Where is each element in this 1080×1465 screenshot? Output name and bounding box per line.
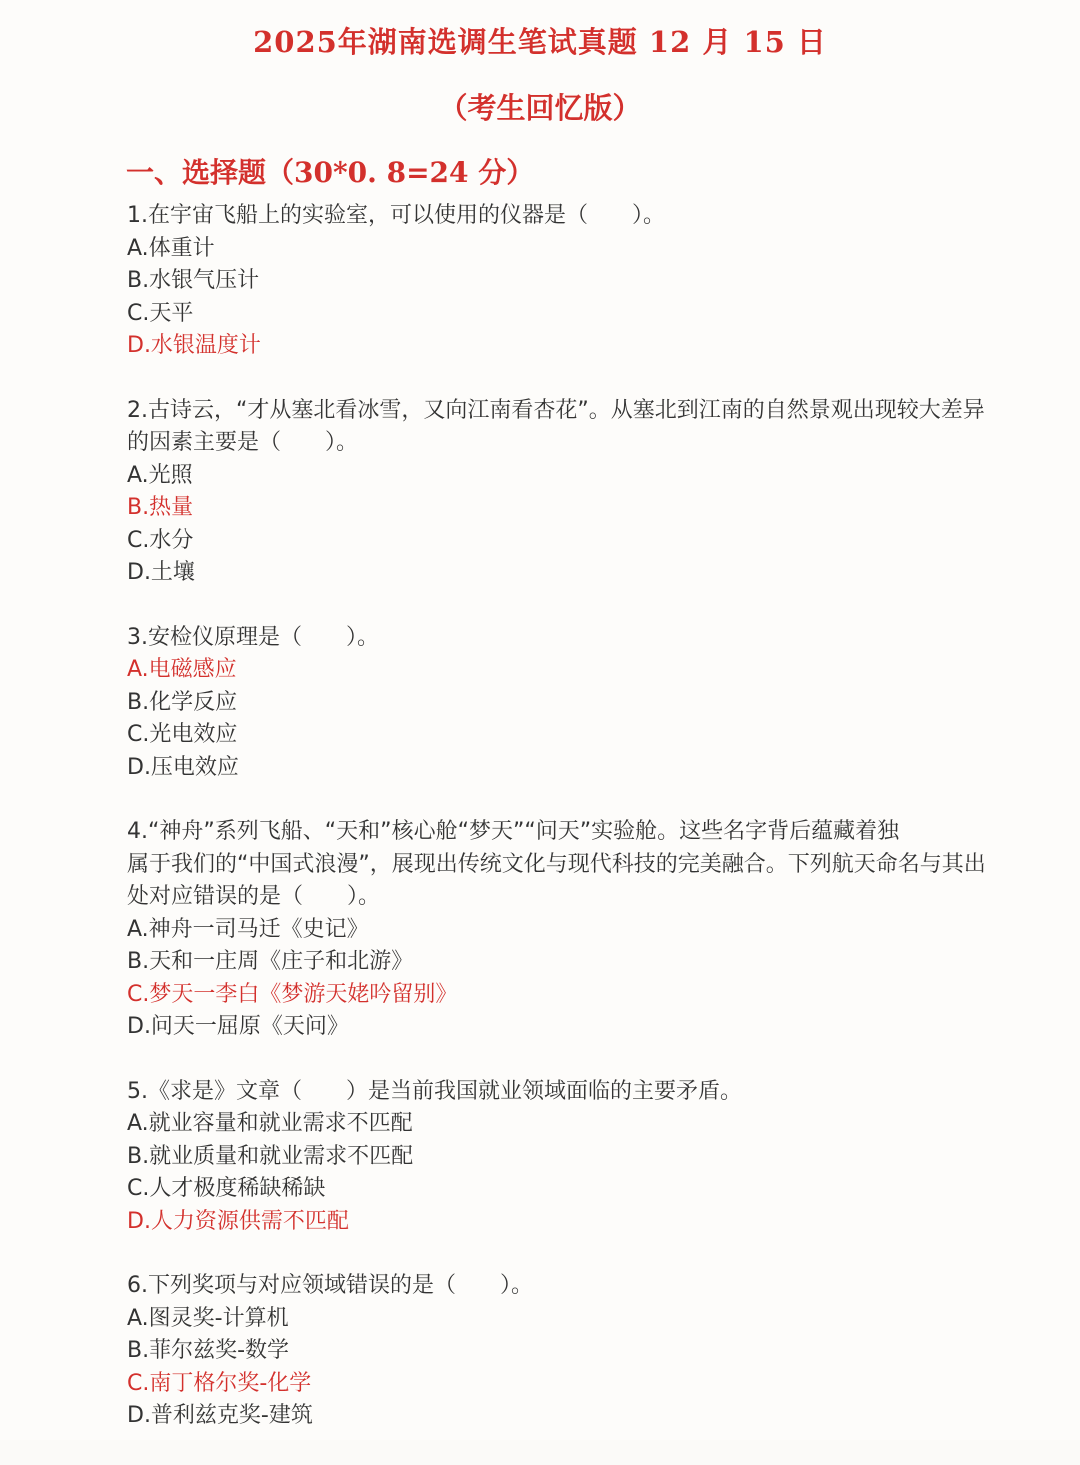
answer-option: B.化学反应 (127, 689, 238, 715)
question-item (127, 1270, 1007, 1433)
question-stem-line: 3.安检仪原理是（ ）。 (127, 624, 379, 650)
question-item (127, 395, 1007, 590)
answer-option-correct: A.电磁感应 (127, 657, 237, 682)
question-stem-line: 的因素主要是（ ）。 (127, 430, 359, 455)
section-heading: 一、选择题（30*0. 8=24 分） (126, 156, 535, 189)
question-item (127, 200, 1007, 363)
answer-option: A.神舟一司马迁《史记》 (127, 916, 369, 942)
document-subtitle: （考生回忆版） (438, 91, 642, 125)
question-stem (127, 622, 1007, 655)
question-item (127, 622, 1007, 785)
question-stem-line: 4.“神舟”系列飞船、“天和”核心舱“梦天”“问天”实验舱。这些名字背后蕴藏着独 (127, 819, 900, 844)
answer-option: C.水分 (127, 527, 194, 553)
question-stem-line: 2.古诗云，“才从塞北看冰雪，又向江南看杏花”。从塞北到江南的自然景观出现较大差异 (127, 397, 985, 423)
question-stem-line: 1.在宇宙飞船上的实验室，可以使用的仪器是（ ）。 (127, 203, 665, 228)
answer-option: D.问天一屈原《天问》 (127, 1014, 349, 1039)
answer-option-correct: D.人力资源供需不匹配 (127, 1208, 349, 1234)
answer-option-correct: B.热量 (127, 495, 194, 520)
answer-option: C.人才极度稀缺稀缺 (127, 1176, 326, 1201)
answer-option-correct: C.南丁格尔奖-化学 (127, 1370, 312, 1396)
answer-option: D.普利兹克奖-建筑 (127, 1403, 313, 1428)
answer-option-correct: C.梦天一李白《梦游天姥吟留别》 (127, 981, 458, 1007)
answer-option: A.光照 (127, 462, 193, 488)
question-stem-line: 处对应错误的是（ ）。 (127, 884, 381, 909)
answer-option: B.天和一庄周《庄子和北游》 (127, 949, 414, 974)
question-stem (127, 200, 1007, 233)
answer-option: C.光电效应 (127, 722, 238, 747)
answer-option: C.天平 (127, 300, 194, 326)
question-stem-line: 属于我们的“中国式浪漫”，展现出传统文化与现代科技的完美融合。下列航天命名与其出 (127, 851, 986, 877)
question-stem-line: 5.《求是》文章（ ）是当前我国就业领域面临的主要矛盾。 (127, 1078, 742, 1104)
question-stem-line: 6.下列奖项与对应领域错误的是（ ）。 (127, 1273, 533, 1298)
answer-option: D.压电效应 (127, 754, 239, 780)
question-stem (127, 395, 1007, 460)
document-title: 2025年湖南选调生笔试真题 12 月 15 日 (253, 25, 827, 59)
answer-option: D.土壤 (127, 560, 195, 585)
answer-option: A.图灵奖-计算机 (127, 1305, 289, 1331)
answer-option: B.水银气压计 (127, 268, 260, 293)
question-list (127, 200, 1007, 1465)
question-stem (127, 1076, 1007, 1109)
question-item (127, 1076, 1007, 1239)
answer-option: B.就业质量和就业需求不匹配 (127, 1143, 414, 1169)
question-stem (127, 816, 1007, 914)
answer-option: B.菲尔兹奖-数学 (127, 1338, 290, 1363)
answer-option: A.体重计 (127, 235, 215, 261)
question-item (127, 816, 1007, 1044)
answer-option: A.就业容量和就业需求不匹配 (127, 1111, 413, 1136)
answer-option-correct: D.水银温度计 (127, 333, 261, 358)
question-stem (127, 1270, 1007, 1303)
